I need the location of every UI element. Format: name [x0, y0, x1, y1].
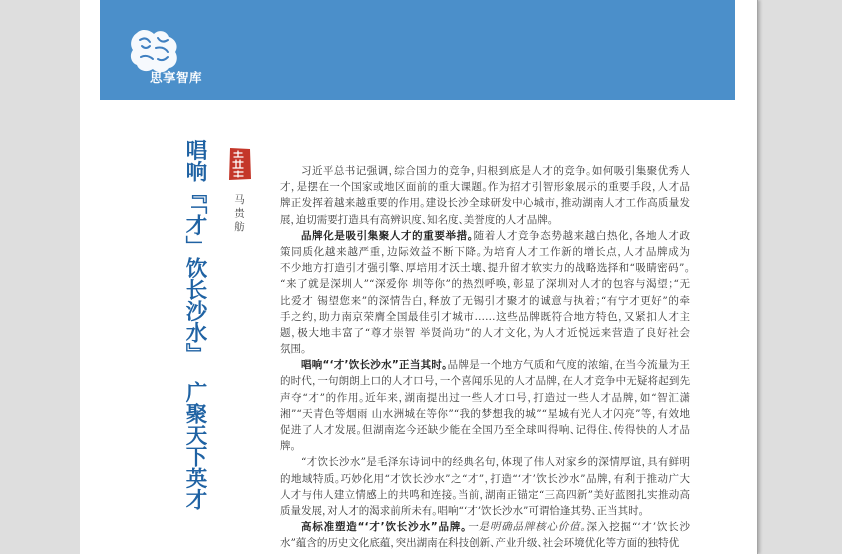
body-line — [280, 357, 690, 373]
body-text: 的时代，一句朗朗上口的人才口号，一个喜闻乐见的人才品牌，在人才竞争中无疑将起到先 — [280, 375, 690, 388]
body-line — [280, 454, 690, 470]
body-text: 声夺“才”的作用。近年来，湖南提出过一些人才口号，打造过一些人才品牌，如“智汇潇 — [280, 391, 690, 404]
body-text: “来了就是深圳人”“深爱你 圳等你”的热烈呼唤，彰显了深圳对人才的包容与渴望；“无 — [280, 278, 690, 291]
article-title — [182, 139, 206, 510]
body-line — [280, 390, 690, 406]
body-line — [280, 228, 690, 244]
body-text: 不少地方打造引才强引擎、厚培用才沃土壤、提升留才软实力的战略选择和“吸睛密码”。 — [280, 262, 690, 275]
body-text: “才饮长沙水”是毛泽东诗词中的经典名句，体现了伟人对家乡的深情厚谊，具有鲜明 — [301, 456, 690, 469]
body-text: 牌正发挥着越来越重要的作用。建设长沙全球研发中心城市，推动湖南人才工作高质量发 — [280, 197, 690, 210]
author-seal-icon — [228, 147, 252, 181]
body-text: 促进了人才发展。但湖南迄今还缺少能在全国乃至全球叫得响、记得住、传得快的人才品 — [280, 424, 690, 436]
body-text: 展，迫切需要打造具有高辨识度、知名度、美誉度的人才品牌。 — [280, 213, 553, 226]
body-line — [280, 212, 690, 228]
body-text: 氛围。 — [280, 343, 307, 356]
body-line — [280, 325, 690, 341]
section-label: 思享智库 — [150, 70, 203, 85]
body-line — [280, 341, 690, 357]
paragraph-lead: 品牌化是吸引集聚人才的重要举措。 — [301, 229, 474, 242]
body-text: 深入挖掘“‘才’饮长沙 — [586, 521, 691, 534]
body-line — [280, 276, 690, 292]
body-text: 人才与伟人建立情感上的共鸣和连接。当前，湖南正锚定“三高四新”美好蓝图扎实推动高 — [280, 488, 690, 501]
body-text: 质量发展，对人才的渴求前所未有。唱响“‘才’饮长沙水”可谓恰逢其势、正当其时。 — [280, 504, 644, 517]
body-text: 比爱才 锡望您来”的深情告白，释放了无锡引才聚才的诚意与执着；“有宁才更好”的牵 — [280, 294, 690, 307]
paragraph-lead: 唱响“‘才’饮长沙水”正当其时。 — [301, 359, 448, 372]
body-line — [280, 438, 690, 454]
body-text: 习近平总书记强调，综合国力的竞争，归根到底是人才的竞争。如何吸引集聚优秀人 — [301, 165, 690, 177]
body-text: 题，极大地丰富了“尊才崇智 举贤尚功”的人才文化，为人才近悦远来营造了良好社会 — [280, 326, 690, 339]
body-line — [280, 309, 690, 325]
body-text: 的地域特质。巧妙化用“才饮长沙水”之“才”，打造“‘才’饮长沙水”品牌，有利于推动广大 — [280, 472, 690, 485]
body-line — [280, 487, 690, 503]
body-line — [280, 422, 690, 438]
body-line — [280, 503, 690, 519]
body-line — [280, 293, 690, 309]
body-line — [280, 373, 690, 389]
body-text: 策同质化越来越严重，边际效益不断下降。为培育人才工作新的增长点，人才品牌成为 — [280, 245, 690, 258]
body-text: 湘”“天青色等烟雨 山水洲城在等你”“我的梦想我的城”“星城有光人才闪亮”等，有效地 — [280, 407, 690, 420]
body-line — [280, 244, 690, 260]
magazine-page — [80, 0, 757, 554]
body-line — [280, 260, 690, 276]
article-body — [280, 163, 690, 552]
body-text: 水”蕴含的历史文化底蕴，突出湖南在科技创新、产业升级、社会环境优化等方面的独特优 — [280, 537, 680, 550]
body-line — [280, 195, 690, 211]
body-line — [280, 535, 690, 551]
body-text: 牌。 — [280, 440, 296, 453]
article-title-part1: 唱响『「才」饮长沙水』 — [182, 139, 207, 365]
body-line — [280, 519, 690, 535]
header-band — [100, 0, 735, 100]
article-title-part2: 广聚天下英才 — [182, 380, 207, 510]
body-text: 随着人才竞争态势越来越白热化，各地人才政 — [473, 229, 690, 242]
body-line — [280, 471, 690, 487]
paragraph-subpoint: 一是明确品牌核心价值。 — [467, 521, 587, 534]
body-line — [280, 163, 690, 179]
body-line — [280, 406, 690, 422]
paragraph-lead: 高标准塑造“‘才’饮长沙水”品牌。 — [301, 521, 468, 534]
body-text: 才，是摆在一个国家或地区面前的重大课题。作为招才引智形象展示的重要手段，人才品 — [280, 181, 690, 194]
body-text: 品牌是一个地方气质和气度的浓缩，在当今流量为王 — [447, 359, 690, 372]
body-text: 手之约，助力南京荣膺全国最佳引才城市……这些品牌既符合地方特色，又紧扣人才主 — [280, 310, 690, 323]
body-line — [280, 179, 690, 195]
author-name: 马贵舫 — [233, 194, 245, 235]
